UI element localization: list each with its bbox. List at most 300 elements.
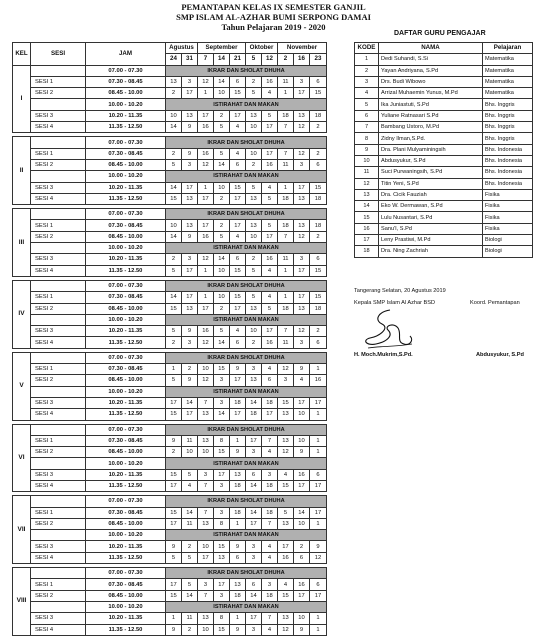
teacher-code-cell: 18	[262, 397, 278, 408]
teacher-code-cell: 3	[294, 337, 310, 348]
guru-row	[355, 88, 533, 99]
guru-code: 2	[355, 65, 379, 76]
guru-subject: Bhs. Inggris	[483, 133, 533, 144]
teacher-code-cell: 9	[182, 122, 198, 133]
teacher-code-cell: 2	[246, 337, 262, 348]
teacher-code-cell: 14	[214, 254, 230, 265]
teacher-code-cell: 13	[182, 220, 198, 231]
time-slot: 10.20 - 11.35	[86, 254, 166, 265]
teacher-code-cell: 3	[246, 541, 262, 552]
session-label	[31, 314, 86, 325]
teacher-code-cell: 2	[214, 193, 230, 204]
guru-row	[355, 65, 533, 76]
session-label: SESI 2	[31, 231, 86, 242]
schedule-row	[13, 480, 327, 491]
title-line-1: PEMANTAPAN KELAS IX SEMESTER GANJIL	[181, 2, 366, 12]
teacher-code-cell: 5	[246, 88, 262, 99]
teacher-code-cell: 5	[182, 579, 198, 590]
teacher-code-cell: 7	[262, 518, 278, 529]
guru-name: Dra. Ning Zachriah	[379, 246, 483, 257]
time-slot: 10.20 - 11.35	[86, 541, 166, 552]
teacher-code-cell: 18	[278, 220, 294, 231]
teacher-code-cell: 10	[214, 292, 230, 303]
schedule-row	[13, 435, 327, 446]
teacher-code-cell: 11	[278, 159, 294, 170]
teacher-code-cell: 2	[246, 254, 262, 265]
teacher-code-cell: 13	[198, 518, 214, 529]
teacher-code-cell: 11	[182, 613, 198, 624]
teacher-code-cell: 2	[246, 159, 262, 170]
teacher-code-cell: 13	[230, 469, 246, 480]
guru-subject: Bhs. Inggris	[483, 110, 533, 121]
session-label: SESI 2	[31, 447, 86, 458]
teacher-code-cell: 3	[214, 480, 230, 491]
teacher-code-cell: 13	[166, 76, 182, 87]
schedule-table	[12, 42, 327, 636]
teacher-code-cell: 18	[262, 590, 278, 601]
teacher-code-cell: 2	[214, 110, 230, 121]
time-slot: 11.35 - 12.50	[86, 193, 166, 204]
guru-code: 18	[355, 246, 379, 257]
activity-bar: ISTIRAHAT DAN MAKAN	[166, 458, 327, 469]
guru-code: 15	[355, 212, 379, 223]
teacher-code-cell: 6	[230, 76, 246, 87]
teacher-code-cell: 12	[198, 254, 214, 265]
teacher-code-cell: 3	[262, 579, 278, 590]
schedule-row	[13, 469, 327, 480]
time-slot: 08.45 - 10.00	[86, 159, 166, 170]
time-slot: 10.00 - 10.20	[86, 530, 166, 541]
teacher-code-cell: 9	[166, 541, 182, 552]
teacher-code-cell: 14	[182, 507, 198, 518]
teacher-code-cell: 17	[262, 409, 278, 420]
schedule-row	[13, 314, 327, 325]
guru-row	[355, 144, 533, 155]
guru-name: Dra. Plani Mulyaminingsih	[379, 144, 483, 155]
teacher-code-cell: 1	[278, 292, 294, 303]
guru-subject: Biologi	[483, 246, 533, 257]
teacher-code-cell: 9	[182, 148, 198, 159]
session-label: SESI 2	[31, 590, 86, 601]
teacher-code-cell: 17	[246, 613, 262, 624]
schedule-row	[13, 148, 327, 159]
teacher-code-cell: 16	[262, 159, 278, 170]
activity-bar: ISTIRAHAT DAN MAKAN	[166, 171, 327, 182]
teacher-code-cell: 13	[294, 110, 310, 121]
teacher-code-cell: 15	[278, 590, 294, 601]
teacher-code-cell: 11	[182, 435, 198, 446]
teacher-code-cell: 5	[182, 552, 198, 563]
teacher-code-cell: 17	[182, 292, 198, 303]
teacher-code-cell: 9	[310, 541, 327, 552]
teacher-code-cell: 17	[214, 579, 230, 590]
schedule-row	[13, 496, 327, 507]
session-label: SESI 3	[31, 182, 86, 193]
teacher-code-cell: 2	[310, 231, 327, 242]
teacher-code-cell: 2	[214, 220, 230, 231]
teacher-code-cell: 4	[230, 231, 246, 242]
teacher-code-cell: 15	[166, 303, 182, 314]
teacher-code-cell: 6	[230, 552, 246, 563]
session-label: SESI 1	[31, 435, 86, 446]
teacher-code-cell: 9	[294, 447, 310, 458]
guru-name: Drs. Budi Wibowo	[379, 76, 483, 87]
guru-name: Titin Yeni, S.Pd	[379, 178, 483, 189]
session-label: SESI 3	[31, 254, 86, 265]
teacher-code-cell: 3	[182, 159, 198, 170]
teacher-code-cell: 17	[214, 469, 230, 480]
signature-left-title: Kepala SMP Islam Al Azhar BSD	[354, 300, 436, 306]
schedule-row	[13, 337, 327, 348]
teacher-code-cell: 15	[214, 541, 230, 552]
guru-subject: Fisika	[483, 189, 533, 200]
teacher-code-cell: 14	[182, 397, 198, 408]
teacher-code-cell: 9	[294, 364, 310, 375]
schedule-row	[13, 209, 327, 220]
time-slot: 10.00 - 10.20	[86, 386, 166, 397]
time-slot: 07.00 - 07.30	[86, 496, 166, 507]
guru-name: Sanu'I, S.Pd	[379, 223, 483, 234]
teacher-code-cell: 3	[182, 337, 198, 348]
teacher-code-cell: 17	[166, 397, 182, 408]
schedule-row	[13, 409, 327, 420]
time-slot: 07.00 - 07.30	[86, 568, 166, 579]
teacher-code-cell: 3	[246, 552, 262, 563]
teacher-code-cell: 9	[166, 435, 182, 446]
guru-list-title: DAFTAR GURU PENGAJAR	[394, 30, 486, 37]
guru-subject: Bhs. Indonesia	[483, 155, 533, 166]
activity-bar: IKRAR DAN SHOLAT DHUHA	[166, 568, 327, 579]
teacher-code-cell: 2	[310, 122, 327, 133]
teacher-code-cell: 17	[294, 480, 310, 491]
session-label: SESI 4	[31, 624, 86, 635]
signature-right-name: Abdusyukur, S.Pd	[476, 352, 524, 358]
teacher-code-cell: 18	[278, 110, 294, 121]
guru-subject: Bhs. Indonesia	[483, 144, 533, 155]
teacher-code-cell: 6	[230, 159, 246, 170]
session-label: SESI 3	[31, 326, 86, 337]
teacher-code-cell: 13	[294, 303, 310, 314]
teacher-code-cell: 13	[246, 193, 262, 204]
teacher-code-cell: 17	[230, 303, 246, 314]
guru-subject: Biologi	[483, 235, 533, 246]
schedule-row	[13, 254, 327, 265]
teacher-code-cell: 5	[246, 265, 262, 276]
teacher-code-cell: 16	[198, 148, 214, 159]
group-label: V	[13, 352, 31, 420]
teacher-code-cell: 4	[262, 265, 278, 276]
teacher-code-cell: 3	[182, 76, 198, 87]
schedule-row	[13, 579, 327, 590]
teacher-code-cell: 11	[278, 254, 294, 265]
time-slot: 10.20 - 11.35	[86, 613, 166, 624]
schedule-row	[13, 386, 327, 397]
session-label: SESI 1	[31, 292, 86, 303]
teacher-code-cell: 12	[198, 76, 214, 87]
session-label	[31, 352, 86, 363]
teacher-code-cell: 10	[198, 447, 214, 458]
col-nama-header: NAMA	[379, 43, 483, 54]
teacher-code-cell: 10	[198, 364, 214, 375]
teacher-code-cell: 12	[294, 231, 310, 242]
teacher-code-cell: 4	[230, 122, 246, 133]
time-slot: 07.30 - 08.45	[86, 148, 166, 159]
time-slot: 07.30 - 08.45	[86, 435, 166, 446]
teacher-code-cell: 3	[214, 590, 230, 601]
teacher-code-cell: 1	[230, 518, 246, 529]
teacher-code-cell: 6	[230, 254, 246, 265]
schedule-row	[13, 518, 327, 529]
group-label: III	[13, 209, 31, 277]
teacher-code-cell: 18	[230, 397, 246, 408]
teacher-code-cell: 2	[166, 447, 182, 458]
session-label: SESI 1	[31, 148, 86, 159]
col-kel-header: KEL	[13, 43, 31, 66]
teacher-code-cell: 13	[246, 220, 262, 231]
month-header: Agustus	[166, 43, 198, 54]
group-label: I	[13, 65, 31, 133]
teacher-code-cell: 12	[294, 326, 310, 337]
teacher-code-cell: 3	[246, 364, 262, 375]
teacher-code-cell: 12	[278, 624, 294, 635]
teacher-code-cell: 4	[262, 88, 278, 99]
teacher-code-cell: 13	[294, 220, 310, 231]
teacher-code-cell: 15	[214, 364, 230, 375]
teacher-code-cell: 17	[294, 182, 310, 193]
guru-code: 13	[355, 189, 379, 200]
teacher-code-cell: 10	[246, 122, 262, 133]
schedule-row	[13, 122, 327, 133]
session-label: SESI 2	[31, 159, 86, 170]
teacher-code-cell: 9	[230, 541, 246, 552]
session-label	[31, 171, 86, 182]
time-slot: 11.35 - 12.50	[86, 552, 166, 563]
teacher-code-cell: 10	[198, 541, 214, 552]
teacher-code-cell: 10	[246, 326, 262, 337]
teacher-code-cell: 5	[278, 507, 294, 518]
session-label: SESI 3	[31, 541, 86, 552]
teacher-code-cell: 3	[246, 624, 262, 635]
time-slot: 10.20 - 11.35	[86, 110, 166, 121]
teacher-code-cell: 13	[278, 613, 294, 624]
schedule-row	[13, 88, 327, 99]
teacher-code-cell: 13	[198, 409, 214, 420]
signature-scribble	[360, 306, 420, 352]
teacher-code-cell: 18	[230, 480, 246, 491]
activity-bar: IKRAR DAN SHOLAT DHUHA	[166, 137, 327, 148]
schedule-row	[13, 507, 327, 518]
time-slot: 11.35 - 12.50	[86, 122, 166, 133]
teacher-code-cell: 4	[230, 148, 246, 159]
teacher-code-cell: 1	[198, 292, 214, 303]
col-pelajaran-header: Pelajaran	[483, 43, 533, 54]
guru-subject: Bhs. Indonesia	[483, 167, 533, 178]
teacher-code-cell: 7	[262, 435, 278, 446]
guru-code: 16	[355, 223, 379, 234]
guru-row	[355, 167, 533, 178]
date-header: 5	[246, 54, 262, 65]
teacher-code-cell: 17	[294, 590, 310, 601]
teacher-code-cell: 18	[262, 507, 278, 518]
teacher-code-cell: 13	[278, 518, 294, 529]
session-label	[31, 280, 86, 291]
time-slot: 07.30 - 08.45	[86, 507, 166, 518]
guru-row	[355, 189, 533, 200]
teacher-code-cell: 15	[230, 182, 246, 193]
teacher-code-cell: 5	[166, 265, 182, 276]
guru-name: Bambang Ustoro, M.Pd	[379, 122, 483, 133]
time-slot: 10.20 - 11.35	[86, 326, 166, 337]
teacher-code-cell: 7	[198, 507, 214, 518]
session-label	[31, 530, 86, 541]
teacher-code-cell: 9	[182, 326, 198, 337]
guru-subject: Bhs. Indonesia	[483, 178, 533, 189]
teacher-code-cell: 10	[198, 624, 214, 635]
teacher-code-cell: 17	[182, 409, 198, 420]
time-slot: 07.30 - 08.45	[86, 220, 166, 231]
session-label: SESI 4	[31, 480, 86, 491]
time-slot: 08.45 - 10.00	[86, 375, 166, 386]
activity-bar: IKRAR DAN SHOLAT DHUHA	[166, 209, 327, 220]
teacher-code-cell: 5	[262, 110, 278, 121]
time-slot: 07.30 - 08.45	[86, 76, 166, 87]
teacher-code-cell: 9	[230, 447, 246, 458]
teacher-code-cell: 6	[246, 469, 262, 480]
teacher-code-cell: 2	[182, 364, 198, 375]
teacher-code-cell: 1	[310, 447, 327, 458]
teacher-code-cell: 14	[246, 507, 262, 518]
schedule-row	[13, 99, 327, 110]
teacher-code-cell: 5	[214, 122, 230, 133]
teacher-code-cell: 2	[166, 254, 182, 265]
guru-name: Dra. Cicik Fauziah	[379, 189, 483, 200]
time-slot: 11.35 - 12.50	[86, 480, 166, 491]
teacher-code-cell: 5	[262, 220, 278, 231]
schedule-row	[13, 292, 327, 303]
teacher-code-cell: 17	[230, 375, 246, 386]
teacher-code-cell: 2	[246, 76, 262, 87]
time-slot: 08.45 - 10.00	[86, 518, 166, 529]
time-slot: 10.00 - 10.20	[86, 601, 166, 612]
month-header: Oktober	[246, 43, 278, 54]
teacher-code-cell: 17	[230, 110, 246, 121]
teacher-code-cell: 13	[198, 613, 214, 624]
schedule-row	[13, 243, 327, 254]
schedule-row	[13, 265, 327, 276]
teacher-code-cell: 1	[310, 409, 327, 420]
teacher-code-cell: 9	[230, 364, 246, 375]
time-slot: 07.00 - 07.30	[86, 280, 166, 291]
guru-subject: Bhs. Inggris	[483, 99, 533, 110]
teacher-code-cell: 10	[246, 148, 262, 159]
guru-row	[355, 235, 533, 246]
teacher-code-cell: 3	[294, 76, 310, 87]
activity-bar: ISTIRAHAT DAN MAKAN	[166, 243, 327, 254]
teacher-code-cell: 7	[198, 480, 214, 491]
guru-code: 3	[355, 76, 379, 87]
teacher-code-cell: 4	[262, 447, 278, 458]
teacher-code-cell: 7	[198, 590, 214, 601]
schedule-row	[13, 76, 327, 87]
teacher-code-cell: 4	[262, 364, 278, 375]
teacher-code-cell: 12	[310, 552, 327, 563]
activity-bar: IKRAR DAN SHOLAT DHUHA	[166, 352, 327, 363]
schedule-row	[13, 530, 327, 541]
teacher-code-cell: 15	[310, 182, 327, 193]
guru-subject: Matematika	[483, 76, 533, 87]
teacher-code-cell: 18	[310, 110, 327, 121]
activity-bar: IKRAR DAN SHOLAT DHUHA	[166, 424, 327, 435]
guru-row	[355, 110, 533, 121]
teacher-code-cell: 13	[278, 435, 294, 446]
guru-row	[355, 76, 533, 87]
teacher-code-cell: 15	[230, 88, 246, 99]
teacher-code-cell: 10	[294, 409, 310, 420]
schedule-row	[13, 159, 327, 170]
teacher-code-cell: 15	[310, 292, 327, 303]
teacher-code-cell: 17	[310, 590, 327, 601]
teacher-code-cell: 10	[294, 613, 310, 624]
date-header: 23	[310, 54, 327, 65]
teacher-code-cell: 14	[246, 397, 262, 408]
teacher-code-cell: 7	[278, 326, 294, 337]
teacher-code-cell: 15	[166, 590, 182, 601]
activity-bar: IKRAR DAN SHOLAT DHUHA	[166, 280, 327, 291]
session-label	[31, 209, 86, 220]
time-slot: 10.20 - 11.35	[86, 469, 166, 480]
teacher-code-cell: 17	[198, 303, 214, 314]
teacher-code-cell: 5	[262, 193, 278, 204]
time-slot: 11.35 - 12.50	[86, 337, 166, 348]
teacher-code-cell: 10	[246, 231, 262, 242]
teacher-code-cell: 13	[246, 110, 262, 121]
guru-code: 12	[355, 178, 379, 189]
session-label: SESI 4	[31, 193, 86, 204]
session-label: SESI 3	[31, 397, 86, 408]
teacher-code-cell: 4	[278, 469, 294, 480]
teacher-code-cell: 10	[294, 518, 310, 529]
guru-code: 6	[355, 110, 379, 121]
time-slot: 07.30 - 08.45	[86, 364, 166, 375]
teacher-code-cell: 17	[294, 397, 310, 408]
session-label: SESI 4	[31, 409, 86, 420]
teacher-code-cell: 3	[214, 375, 230, 386]
teacher-code-cell: 13	[278, 409, 294, 420]
teacher-code-cell: 17	[294, 265, 310, 276]
guru-subject: Matematika	[483, 54, 533, 65]
schedule-row	[13, 65, 327, 76]
time-slot: 08.45 - 10.00	[86, 88, 166, 99]
teacher-code-cell: 9	[182, 375, 198, 386]
teacher-code-cell: 17	[294, 292, 310, 303]
teacher-code-cell: 17	[230, 409, 246, 420]
teacher-code-cell: 17	[166, 579, 182, 590]
teacher-code-cell: 5	[182, 469, 198, 480]
teacher-code-cell: 18	[262, 480, 278, 491]
teacher-code-cell: 14	[214, 159, 230, 170]
teacher-code-cell: 4	[294, 375, 310, 386]
teacher-code-cell: 16	[294, 469, 310, 480]
time-slot: 07.00 - 07.30	[86, 65, 166, 76]
teacher-code-cell: 14	[214, 409, 230, 420]
schedule-row	[13, 590, 327, 601]
time-slot: 08.45 - 10.00	[86, 590, 166, 601]
time-slot: 07.30 - 08.45	[86, 579, 166, 590]
teacher-code-cell: 17	[294, 88, 310, 99]
guru-subject: Matematika	[483, 65, 533, 76]
teacher-code-cell: 17	[166, 480, 182, 491]
teacher-code-cell: 8	[214, 518, 230, 529]
